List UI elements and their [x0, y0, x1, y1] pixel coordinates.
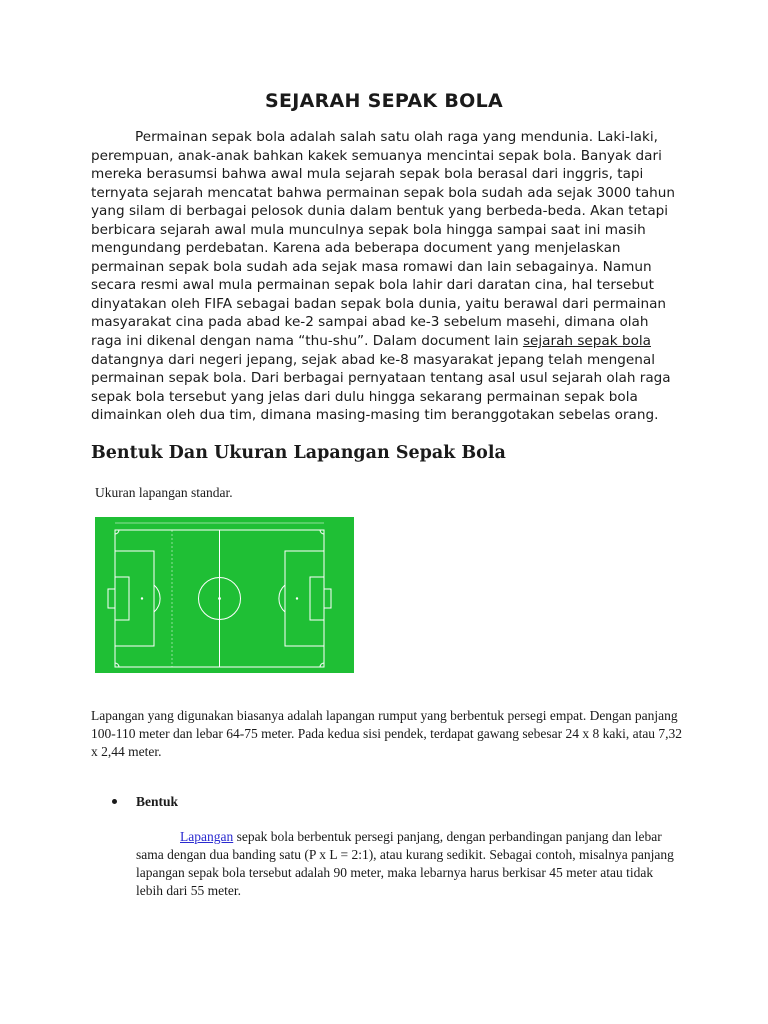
left-penalty-spot	[141, 597, 143, 599]
sejarah-sepak-bola-link[interactable]: sejarah sepak bola	[522, 333, 651, 350]
bentuk-text: sepak bola berbentuk persegi panjang, dengan perbandingan panjang dan lebar sama dengan dua banding satu (P x L = 2:1), atau kurang sedikit. Sebagai contoh, misalnya panjang lapangan sepak bola tersebut adalah 90 meter, maka lebarnya harus berkisar 45 meter atau tidak lebih dari 55 meter.	[136, 829, 674, 898]
right-penalty-spot	[296, 597, 298, 599]
center-spot	[218, 597, 221, 600]
field-grass	[95, 517, 354, 673]
bullet-item-bentuk	[112, 794, 178, 810]
section-heading: Bentuk Dan Ukuran Lapangan Sepak Bola	[91, 443, 506, 463]
bullet-icon	[112, 799, 117, 804]
page-title: SEJARAH SEPAK BOLA	[264, 90, 504, 112]
figure-caption: Ukuran lapangan standar.	[95, 485, 233, 500]
field-description-paragraph: Lapangan yang digunakan biasanya adalah lapangan rumput yang berbentuk persegi empat. Dengan panjang 100-110 meter dan lebar 64-75 meter. Pada kedua sisi pendek, terdapat gawang sebesar 24 x 8 kaki, atau 7,32 x 2,44 meter.	[91, 708, 683, 759]
intro-paragraph	[91, 128, 681, 425]
football-field-svg	[95, 517, 354, 673]
bullet-label: Bentuk	[136, 794, 179, 809]
intro-text-before-link: Permainan sepak bola adalah salah satu olah raga yang mendunia. Laki-laki, perempuan, anak-anak bahkan kakek semuanya mencintai sepak bola. Banyak dari mereka berasumsi bahwa awal mula sejarah sepak bola berasal dari inggris, tapi ternyata sejarah mencatat bahwa permainan sepak bola sudah ada sejak 3000 tahun yang silam di berbagai pelosok dunia dalam bentuk yang berbeda-beda. Akan tetapi berbicara sejarah awal mula munculnya sepak bola hingga sampai saat ini masih mengundang perdebatan. Karena ada beberapa document yang menjelaskan permainan sepak bola sudah ada sejak masa romawi dan lain sebagainya. Namun secara resmi awal mula permainan sepak bola lahir dari daratan cina, hal tersebut dinyatakan oleh FIFA sebagai badan sepak bola dunia, yaitu berawal dari permainan masyarakat cina pada abad ke-2 sampai abad ke-3 sebelum masehi, dimana olah raga ini dikenal dengan nama “thu-shu”. Dalam document lain	[91, 129, 676, 350]
football-field-diagram	[95, 517, 354, 673]
bentuk-paragraph	[136, 828, 681, 900]
lapangan-link[interactable]: Lapangan	[180, 829, 234, 844]
intro-text-after-link: datangnya dari negeri jepang, sejak abad ke-8 masyarakat jepang telah mengenal permainan sepak bola. Dari berbagai pernyataan tentang asal usul sejarah olah raga sepak bola tersebut yang jelas dari dulu hingga sekarang permainan sepak bola dimainkan oleh dua tim, dimana masing-masing tim beranggotakan sebelas orang.	[91, 351, 671, 424]
